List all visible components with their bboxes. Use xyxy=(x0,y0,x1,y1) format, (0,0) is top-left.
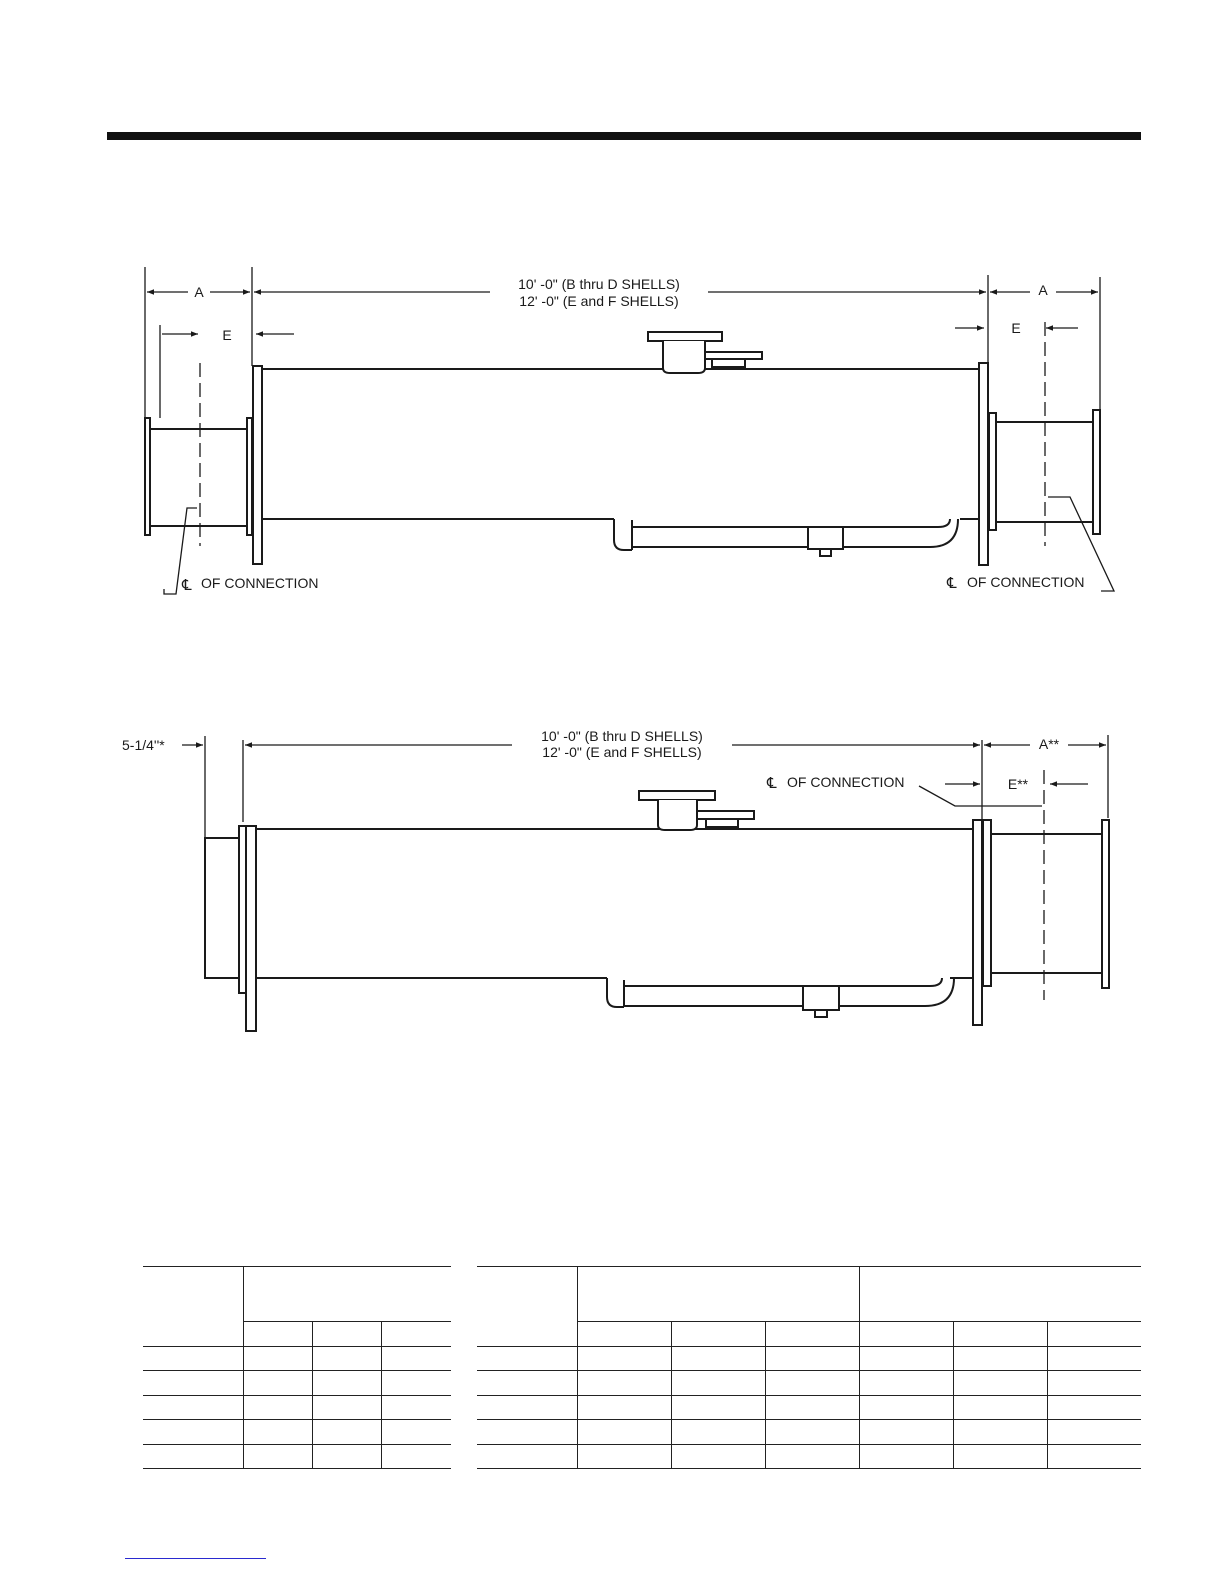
top-nozzle-1 xyxy=(648,332,762,373)
drawing-2-labels xyxy=(122,728,1060,792)
shell-body-2 xyxy=(256,829,973,978)
table-row xyxy=(143,1420,451,1445)
dimension-table-1 xyxy=(143,1266,451,1469)
label-e-2: E** xyxy=(1007,776,1029,792)
length-label-line-2: 12' -0" (E and F SHELLS) xyxy=(519,293,679,309)
connection-label-2: OF CONNECTION xyxy=(787,774,905,790)
label-a-2: A** xyxy=(1038,736,1060,752)
label-e-left: E xyxy=(222,327,232,343)
right-tube-sheet-1 xyxy=(979,363,988,565)
label-e-right: E xyxy=(1011,320,1021,336)
offset-label: 5-1/4''* xyxy=(122,737,165,753)
right-tube-sheet-2 xyxy=(973,820,982,1025)
length-label-line-2-2: 12' -0" (E and F SHELLS) xyxy=(542,744,702,760)
bottom-piping-1 xyxy=(614,519,958,556)
length-label-line-1: 10' -0" (B thru D SHELLS) xyxy=(518,276,680,292)
dimension-table-2 xyxy=(477,1266,1141,1469)
table-row xyxy=(477,1371,1141,1396)
length-label-line-1-2: 10' -0" (B thru D SHELLS) xyxy=(541,728,703,744)
table-row xyxy=(477,1346,1141,1371)
footer-link-underline xyxy=(125,1558,266,1559)
table-row xyxy=(143,1395,451,1420)
right-nozzle-2 xyxy=(983,770,1109,1000)
table-header-row xyxy=(477,1266,1141,1322)
table-row xyxy=(477,1420,1141,1445)
shell-body-1 xyxy=(262,369,979,519)
label-a-right: A xyxy=(1038,282,1048,298)
drawing-2 xyxy=(182,735,1109,1031)
drawing-1 xyxy=(145,267,1114,594)
centerline-symbol-left: ℄ xyxy=(182,577,192,594)
connection-label-right: OF CONNECTION xyxy=(967,574,1085,590)
table-2-top-rule xyxy=(477,1266,1141,1267)
table-row xyxy=(477,1395,1141,1420)
centerline-symbol-right: ℄ xyxy=(947,575,957,592)
table-header-row xyxy=(143,1266,451,1322)
bottom-piping-2 xyxy=(607,978,954,1017)
left-nozzle-1 xyxy=(145,363,252,546)
left-tube-sheet-1 xyxy=(253,366,262,564)
table-1-top-rule xyxy=(143,1266,451,1267)
top-nozzle-2 xyxy=(639,791,754,830)
connection-label-left: OF CONNECTION xyxy=(201,575,319,591)
table-row xyxy=(143,1346,451,1371)
label-a-left: A xyxy=(194,284,204,300)
table-row xyxy=(143,1371,451,1396)
table-row xyxy=(477,1444,1141,1469)
centerline-symbol-2: ℄ xyxy=(767,775,777,792)
table-row xyxy=(143,1444,451,1469)
right-nozzle-1 xyxy=(989,322,1100,546)
table-subheader-row xyxy=(477,1322,1141,1347)
left-end-cover-2 xyxy=(205,826,256,1031)
